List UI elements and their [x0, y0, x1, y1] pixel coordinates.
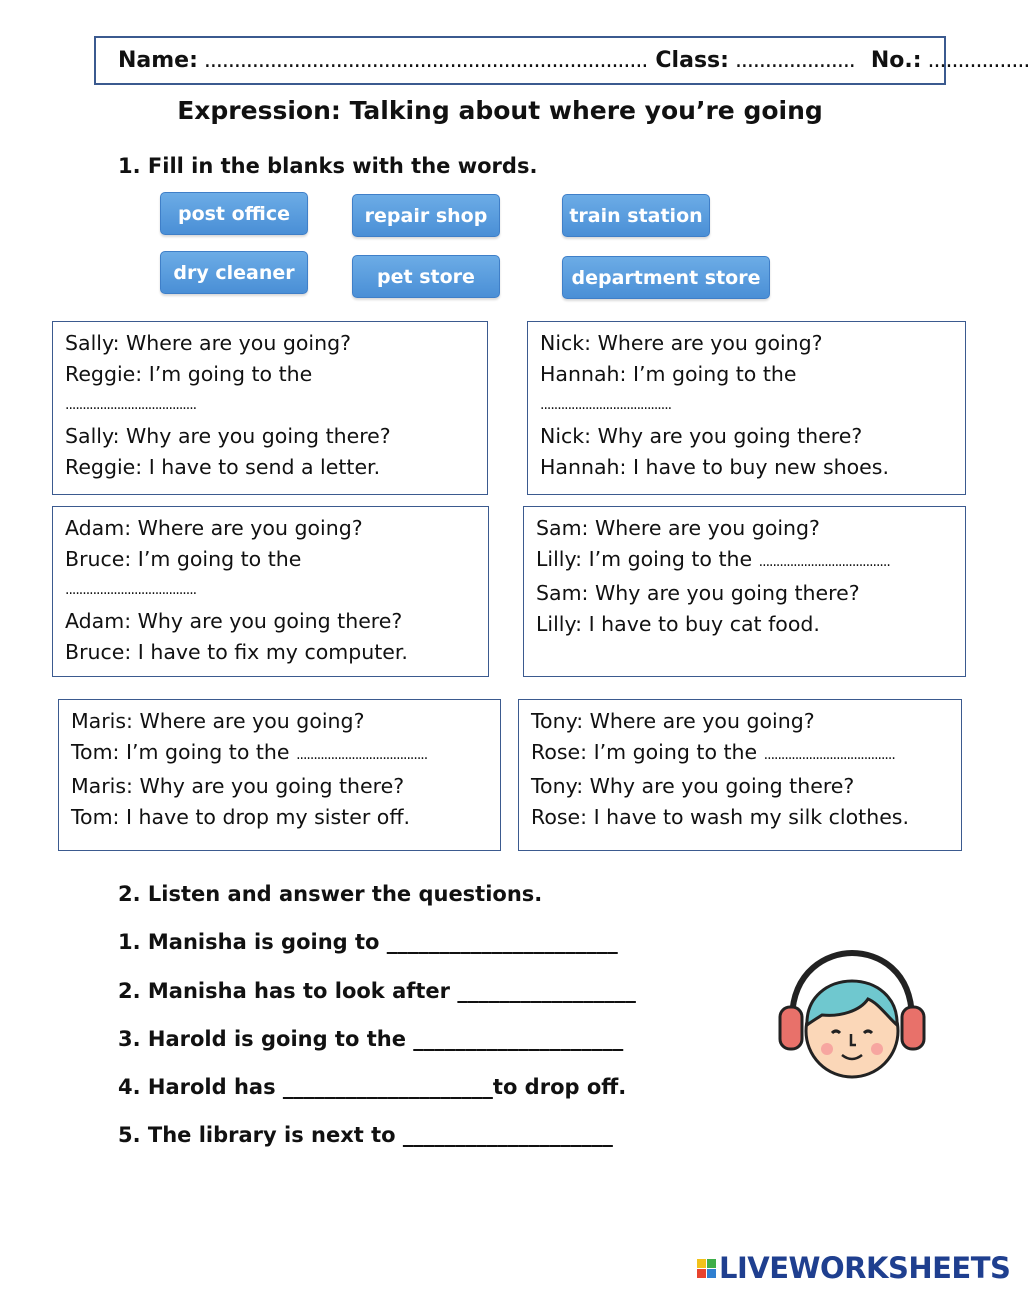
- word-dry-cleaner[interactable]: dry cleaner: [160, 251, 308, 294]
- answer-blank[interactable]: ......................................: [758, 554, 890, 570]
- brand-text: LIVEWORKSHEETS: [719, 1251, 1011, 1285]
- dialog-nick-hannah: [527, 321, 966, 495]
- dialog-line: Sally: Where are you going?: [65, 331, 351, 355]
- question-2[interactable]: 2. Manisha has to look after _________________: [118, 979, 636, 1003]
- dialog-line: Tony: Why are you going there?: [531, 774, 855, 798]
- dialog-line: Sam: Where are you going?: [536, 516, 820, 540]
- word-department-store[interactable]: department store: [562, 256, 770, 299]
- no-field[interactable]: .................: [927, 48, 1029, 73]
- dialog-sally-reggie: [52, 321, 488, 495]
- dialog-line: Maris: Where are you going?: [71, 709, 365, 733]
- question-4[interactable]: 4. Harold has ____________________to drop off.: [118, 1075, 627, 1099]
- word-post-office[interactable]: post office: [160, 192, 308, 235]
- dialog-line: Rose: I have to wash my silk clothes.: [531, 805, 909, 829]
- dialog-line: Nick: Where are you going?: [540, 331, 823, 355]
- dialog-line: Bruce: I’m going to the: [65, 547, 302, 571]
- dialog-line: Sam: Why are you going there?: [536, 581, 860, 605]
- dialog-line: Sally: Why are you going there?: [65, 424, 391, 448]
- dialog-line: Bruce: I have to fix my computer.: [65, 640, 408, 664]
- answer-blank[interactable]: ......................................: [65, 582, 197, 598]
- no-label: No.:: [870, 48, 922, 73]
- dialog-line: Hannah: I have to buy new shoes.: [540, 455, 889, 479]
- dialog-line: Tony: Where are you going?: [531, 709, 815, 733]
- answer-blank[interactable]: ......................................: [296, 747, 428, 763]
- name-label: Name:: [118, 48, 198, 73]
- word-repair-shop[interactable]: repair shop: [352, 194, 500, 237]
- answer-blank[interactable]: ......................................: [763, 747, 895, 763]
- question-3[interactable]: 3. Harold is going to the ____________________: [118, 1027, 624, 1051]
- dialog-maris-tom: [58, 699, 501, 851]
- student-info-box: [94, 36, 1029, 85]
- logo-icon: [697, 1259, 716, 1278]
- dialog-line: [71, 737, 488, 771]
- answer-blank[interactable]: ......................................: [540, 397, 672, 413]
- dialog-line-text: Lilly: I’m going to the: [536, 547, 753, 571]
- name-field[interactable]: ..........................................................................: [203, 48, 648, 73]
- dialog-line: [536, 544, 953, 578]
- word-pet-store[interactable]: pet store: [352, 255, 500, 298]
- answer-blank[interactable]: ......................................: [65, 397, 197, 413]
- dialog-line: Adam: Where are you going?: [65, 516, 363, 540]
- dialog-line: Hannah: I’m going to the: [540, 362, 797, 386]
- word-train-station[interactable]: train station: [562, 194, 710, 237]
- class-field[interactable]: ....................: [734, 48, 855, 73]
- dialog-line: Tom: I have to drop my sister off.: [71, 805, 410, 829]
- headphone-face-icon: [770, 945, 935, 1085]
- dialog-tony-rose: [518, 699, 962, 851]
- dialog-sam-lilly: [523, 506, 966, 677]
- section1-heading: 1. Fill in the blanks with the words.: [118, 154, 538, 178]
- dialog-line: [531, 737, 949, 771]
- dialog-line: Maris: Why are you going there?: [71, 774, 405, 798]
- question-5[interactable]: 5. The library is next to ____________________: [118, 1123, 613, 1147]
- dialog-adam-bruce: [52, 506, 489, 677]
- page-title: Expression: Talking about where you’re going: [177, 96, 823, 125]
- liveworksheets-logo: [697, 1251, 1010, 1285]
- dialog-line-text: Rose: I’m going to the: [531, 740, 758, 764]
- dialog-line-text: Tom: I’m going to the: [71, 740, 290, 764]
- dialog-line: Lilly: I have to buy cat food.: [536, 612, 820, 636]
- section2-heading: 2. Listen and answer the questions.: [118, 882, 543, 906]
- dialog-line: Reggie: I have to send a letter.: [65, 455, 381, 479]
- dialog-line: Reggie: I’m going to the: [65, 362, 313, 386]
- question-1[interactable]: 1. Manisha is going to ______________________: [118, 930, 618, 954]
- dialog-line: Adam: Why are you going there?: [65, 609, 403, 633]
- dialog-line: Nick: Why are you going there?: [540, 424, 863, 448]
- class-label: Class:: [655, 48, 729, 73]
